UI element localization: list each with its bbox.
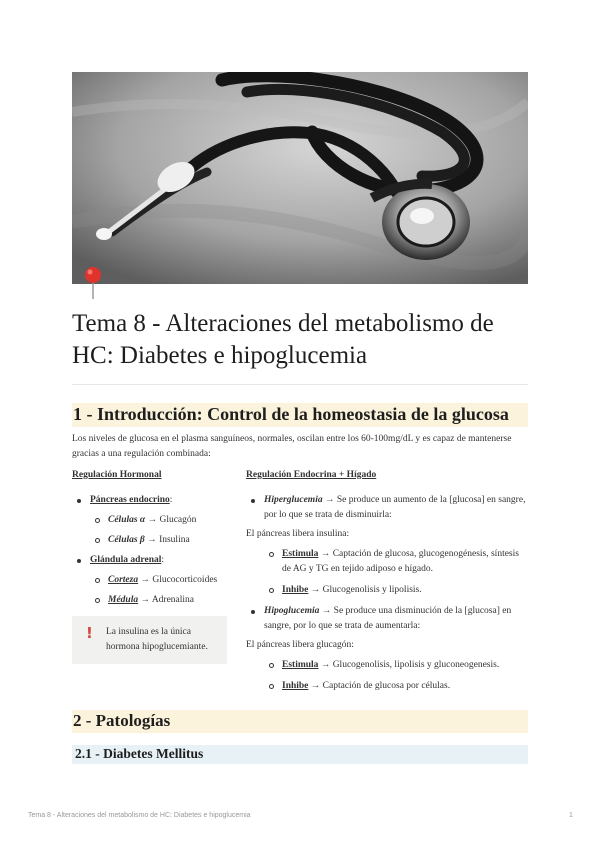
adrenal-sublist <box>90 573 232 608</box>
adrenal-colon: : <box>161 555 165 565</box>
hormonal-regulation-column <box>72 468 232 608</box>
hyper-stimulates-label: Estimula <box>282 549 319 559</box>
list-item <box>246 604 530 694</box>
corteza-text: → Glucocorticoides <box>138 575 218 585</box>
adrenal-label: Glándula adrenal <box>90 555 162 565</box>
corteza-label: Corteza <box>108 575 139 585</box>
pancreas-sublist <box>90 513 232 548</box>
beta-cells-label: Células β <box>108 535 145 545</box>
list-item <box>264 679 530 694</box>
footer-title: Tema 8 - Alteraciones del metabolismo de HC: Diabetes e hipoglucemia <box>28 812 251 819</box>
subsection-heading-diabetes-band <box>72 745 528 764</box>
alpha-cells-label: Células α <box>108 515 146 525</box>
list-item <box>90 593 232 608</box>
callout-text: La insulina es la única hormona hipoglucemiante. <box>106 627 208 652</box>
hypo-inhibits-label: Inhibe <box>282 681 309 691</box>
endocrine-liver-column <box>246 468 530 694</box>
subsection-heading-diabetes: 2.1 - Diabetes Mellitus <box>75 746 204 761</box>
list-item <box>90 513 232 528</box>
exclamation-icon: ! <box>86 624 93 642</box>
pushpin-icon <box>83 266 103 300</box>
pancreas-colon: : <box>169 495 173 505</box>
divider <box>72 384 528 385</box>
alpha-cells-text: → Glucagón <box>145 515 197 525</box>
hyperglycemia-subheading: El páncreas libera insulina: <box>246 529 350 539</box>
list-item <box>90 533 232 548</box>
stethoscope-photo <box>72 72 528 284</box>
cover-image <box>72 72 528 284</box>
hyper-inhibits-label: Inhibe <box>282 585 309 595</box>
hypoglycemia-text: → Se produce una disminución de la [glucosa] en sangre, por lo que se trata de aumentarla: <box>264 606 512 631</box>
intro-paragraph: Los niveles de glucosa en el plasma sanguíneos, normales, oscilan entre los 60-100mg/dL y es capaz de mantenerse gracias a una regulación combinada: <box>72 434 512 459</box>
hormonal-regulation-heading: Regulación Hormonal <box>72 470 162 480</box>
list-item <box>246 493 530 598</box>
endocrine-liver-heading: Regulación Endocrina + Hígado <box>246 470 377 480</box>
list-item <box>90 573 232 588</box>
section-heading-pathologies-band <box>72 710 528 733</box>
page-title: Tema 8 - Alteraciones del metabolismo de HC: Diabetes e hipoglucemia <box>72 310 494 369</box>
hypoglycemia-label: Hipoglucemia <box>264 606 320 616</box>
beta-cells-text: → Insulina <box>144 535 190 545</box>
section-heading-intro-band <box>72 403 528 427</box>
hyperglycemia-label: Hiperglucemia <box>264 495 323 505</box>
hypoglycemia-subheading: El páncreas libera glucagón: <box>246 640 354 650</box>
hypo-stimulates-label: Estimula <box>282 660 319 670</box>
hypo-inhibits-text: → Captación de glucosa por células. <box>308 681 451 691</box>
endocrine-list <box>246 493 530 694</box>
hyperglycemia-sublist <box>264 547 530 598</box>
hyper-inhibits-text: → Glucogenolisis y lipolisis. <box>308 585 422 595</box>
hypo-stimulates-text: → Glucogenolisis, lipolisis y gluconeogenesis. <box>318 660 500 670</box>
list-item <box>264 658 530 673</box>
medula-text: → Adrenalina <box>138 595 195 605</box>
hyperglycemia-text: → Se produce un aumento de la [glucosa] en sangre, por lo que se trata de disminuirla: <box>264 495 526 520</box>
list-item <box>72 553 232 608</box>
section-heading-intro: 1 - Introducción: Control de la homeostasia de la glucosa <box>73 404 509 424</box>
pancreas-label: Páncreas endocrino <box>90 495 170 505</box>
list-item <box>72 493 232 548</box>
hypoglycemia-sublist <box>264 658 530 694</box>
insulin-callout <box>72 616 227 664</box>
footer-page-number: 1 <box>569 812 573 819</box>
list-item <box>264 583 530 598</box>
list-item <box>264 547 530 577</box>
hyper-stimulates-text: → Captación de glucosa, glucogenogénesis, síntesis de AG y TG en tejido adiposo e hígado. <box>282 549 519 574</box>
medula-label: Médula <box>108 595 139 605</box>
section-heading-pathologies: 2 - Patologías <box>73 711 171 730</box>
hormonal-list <box>72 493 232 608</box>
